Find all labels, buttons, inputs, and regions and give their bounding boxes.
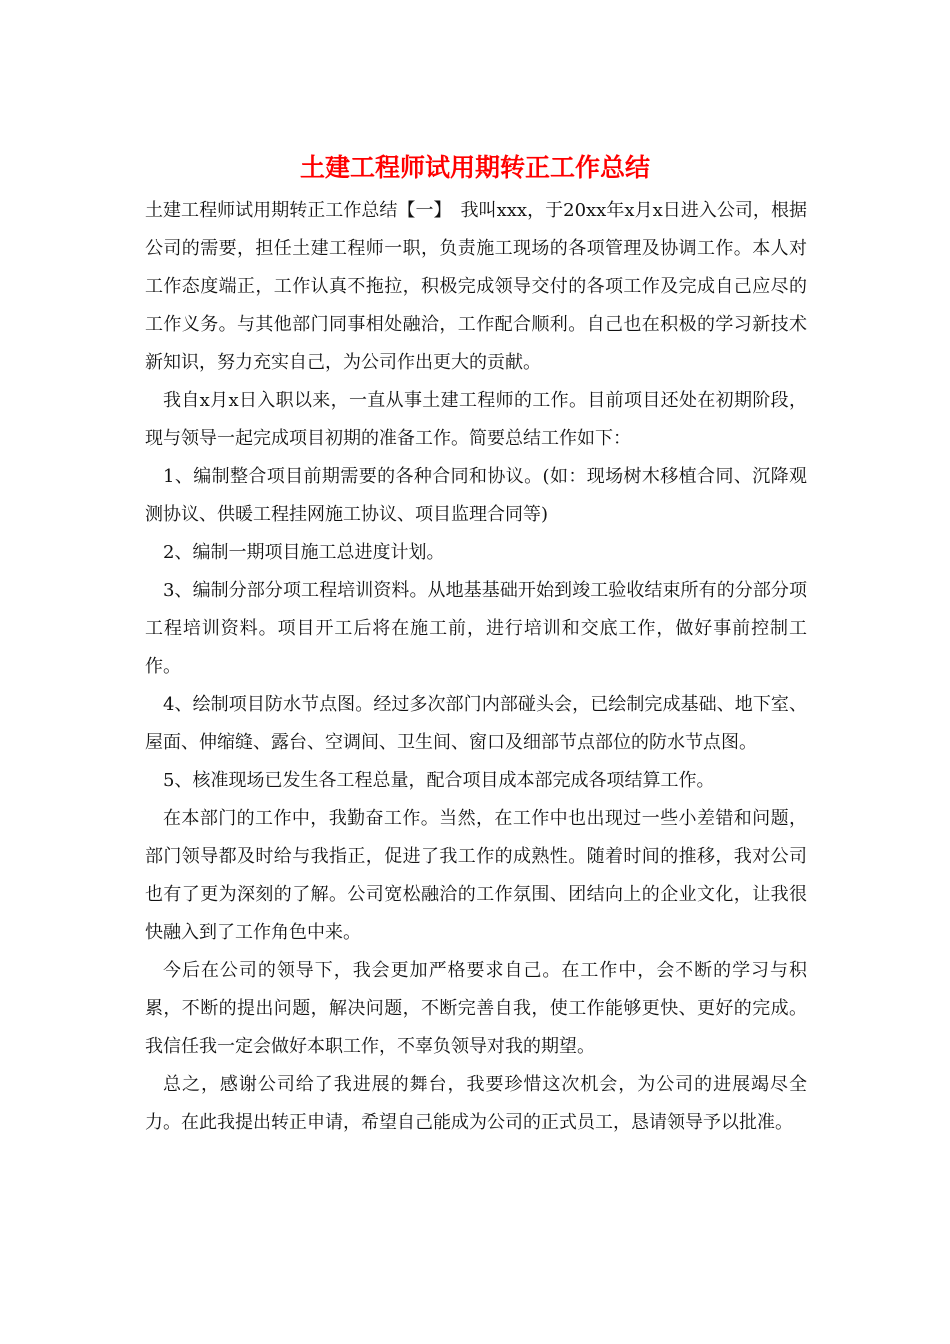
paragraph-work-overview: 我自x月x日入职以来，一直从事土建工程师的工作。目前项目还处在初期阶段，现与领导一起完成项目初期的准备工作。简要总结工作如下： [145,390,807,449]
paragraph-intro: 土建工程师试用期转正工作总结【一】 我叫xxx，于20xx年x月x日进入公司，根据公司的需要，担任土建工程师一职，负责施工现场的各项管理及协调工作。本人对工作态度端正，工作认真不拖拉，积极完成领导交付的各项工作及完成自己应尽的工作义务。与其他部门同事相处融洽，工作配合顺利。自己也在积极的学习新技术新知识，努力充实自己，为公司作出更大的贡献。 [145,200,807,373]
document-title: 土建工程师试用期转正工作总结 [299,153,650,182]
paragraph-future-plans: 今后在公司的领导下，我会更加严格要求自己。在工作中，会不断的学习与积累，不断的提出问题，解决问题，不断完善自我，使工作能够更快、更好的完成。我信任我一定会做好本职工作，不辜负领导对我的期望。 [145,960,807,1057]
document-body [145,192,807,1142]
list-item-waterproofing: 4、绘制项目防水节点图。经过多次部门内部碰头会，已绘制完成基础、地下室、屋面、伸缩缝、露台、空调间、卫生间、窗口及细部节点部位的防水节点图。 [145,694,807,753]
paragraph-conclusion: 总之，感谢公司给了我进展的舞台，我要珍惜这次机会，为公司的进展竭尽全力。在此我提出转正申请，希望自己能成为公司的正式员工，恳请领导予以批准。 [145,1074,807,1133]
list-item-settlement: 5、核准现场已发生各工程总量，配合项目成本部完成各项结算工作。 [163,770,715,791]
paragraph-department-work: 在本部门的工作中，我勤奋工作。当然，在工作中也出现过一些小差错和问题，部门领导都及时给与我指正，促进了我工作的成熟性。随着时间的推移，我对公司也有了更为深刻的了解。公司宽松融洽的工作氛围、团结向上的企业文化，让我很快融入到了工作角色中来。 [145,808,807,943]
list-item-contracts: 1、编制整合项目前期需要的各种合同和协议。(如：现场树木移植合同、沉降观测协议、供暖工程挂网施工协议、项目监理合同等) [145,466,807,525]
list-item-schedule: 2、编制一期项目施工总进度计划。 [163,542,445,563]
list-item-training: 3、编制分部分项工程培训资料。从地基基础开始到竣工验收结束所有的分部分项工程培训资料。项目开工后将在施工前，进行培训和交底工作，做好事前控制工作。 [145,580,807,677]
